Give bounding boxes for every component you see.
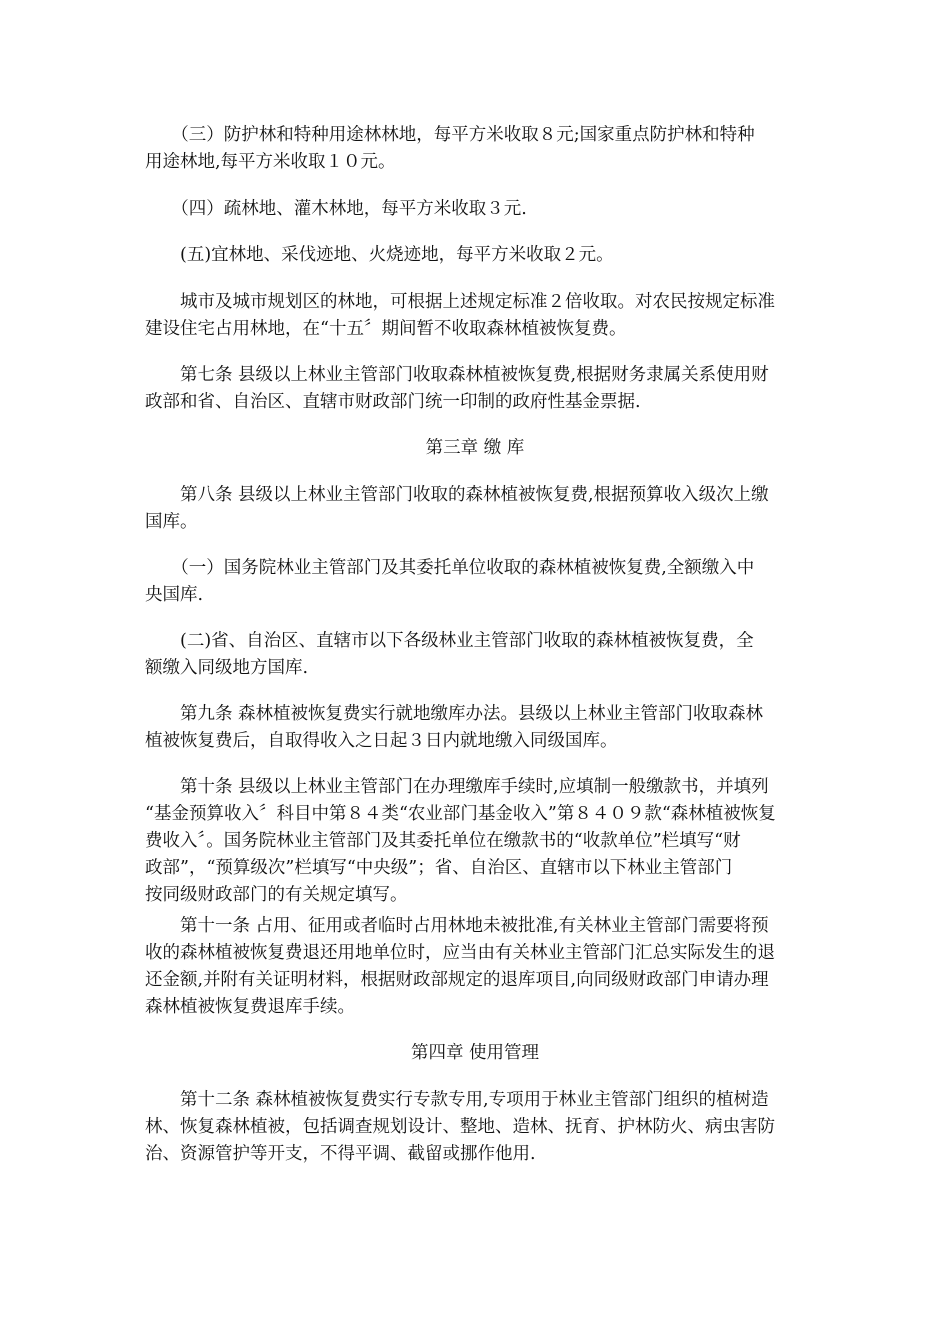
text-line: 费收入〞。国务院林业主管部门及其委托单位在缴款书的“收款单位”栏填写“财 [145,831,741,851]
paragraph-article-8-item-2 [145,628,805,682]
paragraph-item-5 [145,242,805,269]
paragraph-article-9 [145,701,805,755]
text-line: 国库。 [145,512,198,532]
paragraph-article-8 [145,482,805,536]
text-line: 第九条 森林植被恢复费实行就地缴库办法。县级以上林业主管部门收取森林 [145,704,764,724]
text-line: 第十条 县级以上林业主管部门在办理缴库手续时,应填制一般缴款书，并填列 [145,777,769,797]
text-line: 植被恢复费后，自取得收入之日起３日内就地缴入同级国库。 [145,731,618,751]
text-line: 第十一条 占用、征用或者临时占用林地未被批准,有关林业主管部门需要将预 [145,916,769,936]
text-line: 收的森林植被恢复费退还用地单位时，应当由有关林业主管部门汇总实际发生的退 [145,943,775,963]
paragraph-article-10 [145,774,805,909]
text-line: 第七条 县级以上林业主管部门收取森林植被恢复费,根据财务隶属关系使用财 [145,365,769,385]
text-line: (五)宜林地、采伐迹地、火烧迹地，每平方米收取２元。 [145,245,614,265]
text-line: 额缴入同级地方国库. [145,658,309,678]
text-line: (二)省、自治区、直辖市以下各级林业主管部门收取的森林植被恢复费，全 [145,631,754,651]
chapter-3-heading: 第三章 缴 库 [425,438,525,458]
text-line: 第十二条 森林植被恢复费实行专款专用,专项用于林业主管部门组织的植树造 [145,1090,769,1110]
paragraph-article-12 [145,1087,805,1168]
text-line: （三）防护林和特种用途林林地，每平方米收取８元;国家重点防护林和特种 [145,125,755,145]
text-line: 按同级财政部门的有关规定填写。 [145,885,408,905]
text-line: 央国库. [145,585,204,605]
paragraph-article-7 [145,362,805,416]
paragraph-item-4 [145,196,805,223]
text-line: 用途林地,每平方米收取１０元。 [145,152,396,172]
text-line: 建设住宅占用林地，在“十五〞期间暂不收取森林植被恢复费。 [145,319,627,339]
paragraph-article-11 [145,913,805,1021]
text-line: （四）疏林地、灌木林地，每平方米收取３元. [145,199,527,219]
text-line: 森林植被恢复费退库手续。 [145,997,355,1017]
text-line: 第八条 县级以上林业主管部门收取的森林植被恢复费,根据预算收入级次上缴 [145,485,769,505]
text-line: 还金额,并附有关证明材料，根据财政部规定的退库项目,向同级财政部门申请办理 [145,970,769,990]
text-line: 林、恢复森林植被，包括调查规划设计、整地、造林、抚育、护林防火、病虫害防 [145,1117,775,1137]
text-line: “基金预算收入〞科目中第８４类“农业部门基金收入”第８４０９款“森林植被恢复 [145,804,776,824]
paragraph-city-forest [145,289,805,343]
text-line: 政部和省、自治区、直辖市财政部门统一印制的政府性基金票据. [145,392,641,412]
chapter-4-heading: 第四章 使用管理 [410,1043,540,1063]
paragraph-article-8-item-1 [145,555,805,609]
text-line: （一）国务院林业主管部门及其委托单位收取的森林植被恢复费,全额缴入中 [145,558,755,578]
text-line: 政部”，“预算级次”栏填写“中央级”；省、自治区、直辖市以下林业主管部门 [145,858,733,878]
text-line: 城市及城市规划区的林地，可根据上述规定标准２倍收取。对农民按规定标准 [145,292,775,312]
paragraph-item-3 [145,122,805,176]
text-line: 治、资源管护等开支，不得平调、截留或挪作他用. [145,1144,536,1164]
